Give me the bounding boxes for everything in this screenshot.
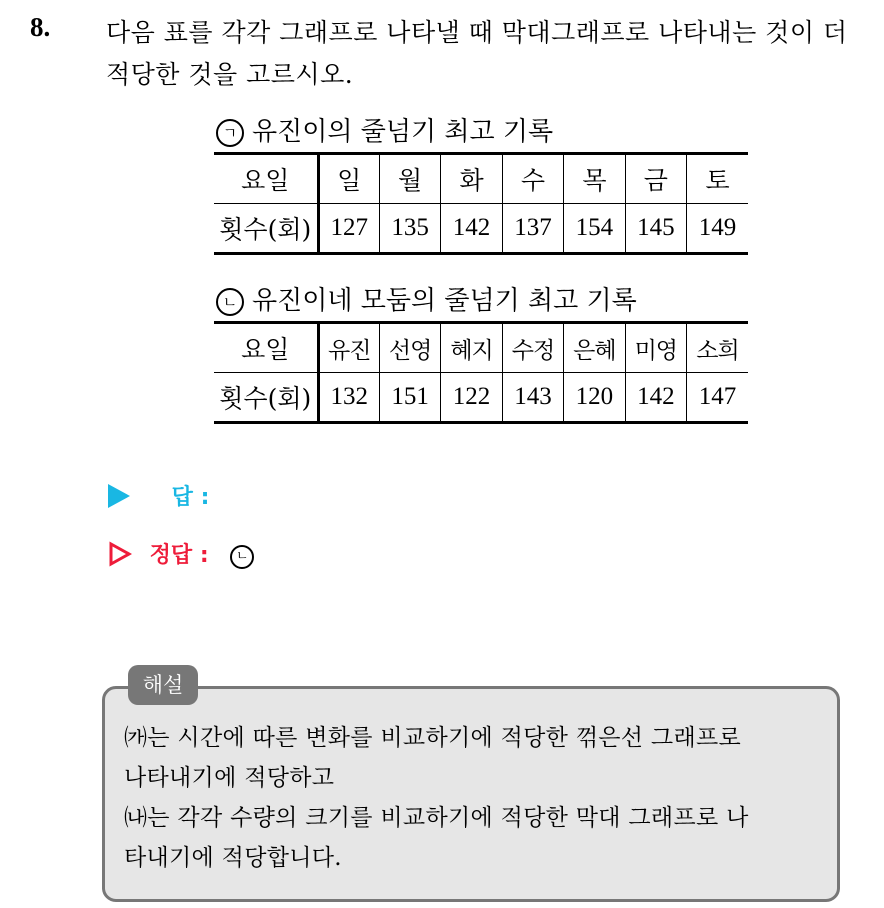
table-cell: 월: [379, 154, 440, 204]
table-cell: 137: [502, 204, 563, 254]
table-row: [214, 154, 748, 204]
table-1-row-label: 횟수(회): [214, 204, 318, 254]
question-number: 8.: [30, 12, 51, 42]
table-cell: 122: [441, 373, 502, 423]
table-cell: 수정: [502, 323, 563, 373]
table-cell: 127: [318, 204, 379, 254]
table-cell: 142: [441, 204, 502, 254]
answer-label: 답 :: [171, 485, 210, 510]
table-cell: 143: [502, 373, 563, 423]
correct-answer-value: ㄴ: [230, 545, 254, 569]
explanation-line: ㈎는 시간에 따른 변화를 비교하기에 적당한 꺾은선 그래프로: [124, 725, 742, 751]
table-cell: 135: [379, 204, 440, 254]
answer-row: [108, 480, 209, 511]
table-1-title: 유진이의 줄넘기 최고 기록: [252, 117, 554, 147]
table-cell: 은혜: [564, 323, 625, 373]
table-1-title-row: [216, 112, 748, 152]
table-2-header-label: 요일: [214, 323, 318, 373]
table-row: [214, 373, 748, 423]
correct-answer-row: [108, 538, 254, 569]
table-cell: 목: [564, 154, 625, 204]
table-row: [214, 204, 748, 254]
table-2-title: 유진이네 모둠의 줄넘기 최고 기록: [252, 286, 637, 316]
correct-answer-label: 정답 :: [149, 543, 209, 568]
table-cell: 132: [318, 373, 379, 423]
table-cell: 149: [687, 204, 748, 254]
table-cell: 선영: [379, 323, 440, 373]
table-cell: 142: [625, 373, 686, 423]
table-1: [214, 152, 748, 255]
table-cell: 미영: [625, 323, 686, 373]
table-cell: 화: [441, 154, 502, 204]
table-cell: 혜지: [441, 323, 502, 373]
explanation-text: [124, 718, 836, 878]
explanation-line: 타내기에 적당합니다.: [124, 845, 342, 871]
table-2-marker: ㄴ: [216, 288, 244, 316]
triangle-outline-icon: [108, 541, 132, 567]
play-triangle-icon: [108, 484, 130, 508]
explanation-line: 나타내기에 적당하고: [124, 765, 335, 791]
table-1-header-label: 요일: [214, 154, 318, 204]
table-cell: 154: [564, 204, 625, 254]
table-cell: 151: [379, 373, 440, 423]
table-cell: 금: [625, 154, 686, 204]
question-line-1: 다음 표를 각각 그래프로 나타낼 때 막대그래프로 나타내는 것이 더: [106, 18, 848, 47]
explanation-line: ㈏는 각각 수량의 크기를 비교하기에 적당한 막대 그래프로 나: [124, 805, 749, 831]
table-2-title-row: [216, 281, 748, 321]
table-cell: 147: [687, 373, 748, 423]
table-cell: 수: [502, 154, 563, 204]
table-block-1: [214, 112, 748, 255]
table-block-2: [214, 281, 748, 424]
table-cell: 120: [564, 373, 625, 423]
table-cell: 유진: [318, 323, 379, 373]
table-cell: 토: [687, 154, 748, 204]
table-cell: 일: [318, 154, 379, 204]
table-cell: 소희: [687, 323, 748, 373]
table-2: [214, 321, 748, 424]
question-text: [106, 12, 876, 96]
table-1-marker: ㄱ: [216, 119, 244, 147]
table-2-row-label: 횟수(회): [214, 373, 318, 423]
explanation-tag: 해설: [128, 665, 198, 705]
question-line-2: 적당한 것을 고르시오.: [106, 60, 354, 89]
table-cell: 145: [625, 204, 686, 254]
table-row: [214, 323, 748, 373]
